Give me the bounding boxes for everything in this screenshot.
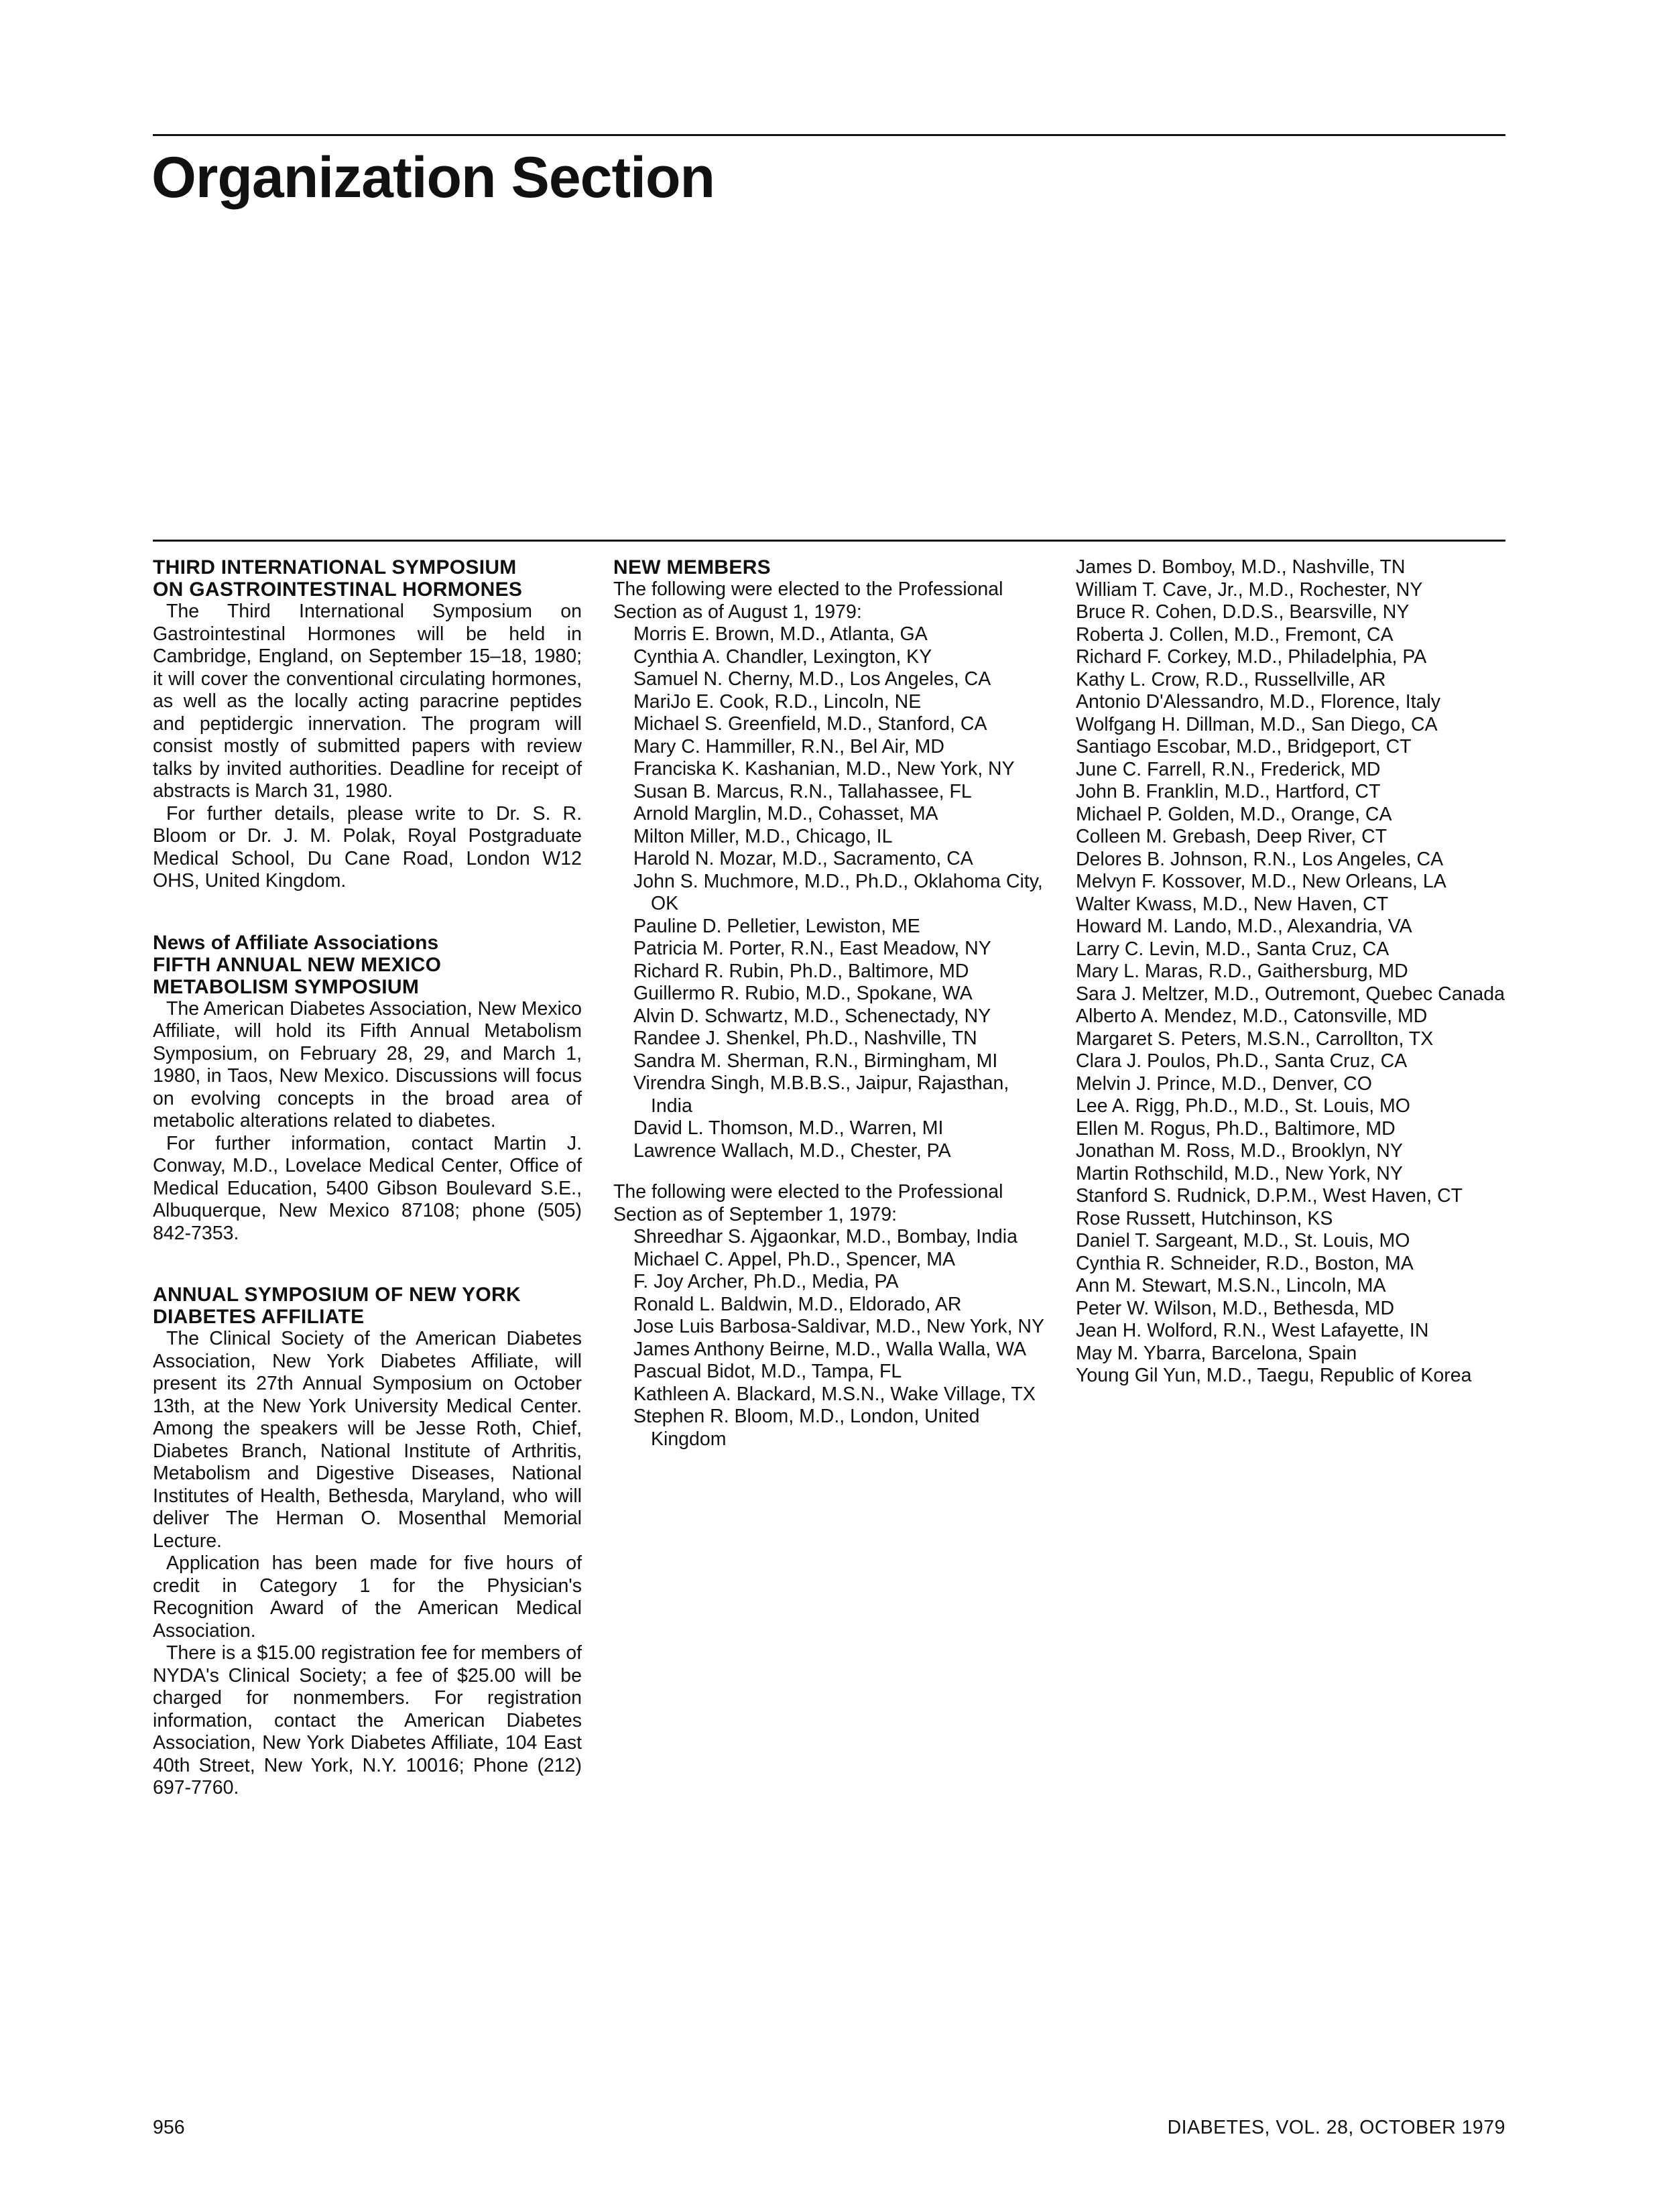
member-entry: Alvin D. Schwartz, M.D., Schenectady, NY [633,1005,991,1027]
member-entry: John S. Muchmore, M.D., Ph.D., Oklahoma City, OK [633,870,1043,914]
member-entry: John B. Franklin, M.D., Hartford, CT [1076,781,1381,802]
paragraph: Application has been made for five hours of credit in Category 1 for the Physician's Recognition Award of the American Medical Association. [153,1552,582,1642]
member-entry: Peter W. Wilson, M.D., Bethesda, MD [1076,1297,1395,1319]
member-entry: Jean H. Wolford, R.N., West Lafayette, IN [1076,1320,1429,1341]
member-entry: Morris E. Brown, M.D., Atlanta, GA [633,623,928,645]
member-entry: Jonathan M. Ross, M.D., Brooklyn, NY [1076,1140,1403,1162]
member-entry: June C. Farrell, R.N., Frederick, MD [1076,758,1381,780]
member-entry: Melvyn F. Kossover, M.D., New Orleans, LA [1076,871,1446,892]
paragraph: For further details, please write to Dr. S. R. Bloom or Dr. J. M. Polak, Royal Postgraduate Medical School, Du Cane Road, London W12 OHS, United Kingdom. [153,802,582,892]
member-entry: Margaret S. Peters, M.S.N., Carrollton, TX [1076,1028,1434,1050]
member-entry: Susan B. Marcus, R.N., Tallahassee, FL [633,780,972,802]
member-entry: Richard R. Rubin, Ph.D., Baltimore, MD [633,960,969,982]
member-entry: Delores B. Johnson, R.N., Los Angeles, CA [1076,848,1444,870]
column-left [153,556,582,1839]
member-entry: Patricia M. Porter, R.N., East Meadow, NY [633,938,991,959]
member-entry: James D. Bomboy, M.D., Nashville, TN [1076,556,1406,578]
paragraph: The Clinical Society of the American Diabetes Association, New York Diabetes Affiliate, will present its 27th Annual Symposium on October 13th, at the New York University Medical Center. Among the speakers will be Jesse Roth, Chief, Diabetes Branch, National Institute of Arthritis, Metabolism and Digestive Diseases, National Institutes of Health, Bethesda, Maryland, who will deliver The Herman O. Mosenthal Memorial Lecture. [153,1328,582,1552]
member-entry: Ann M. Stewart, M.S.N., Lincoln, MA [1076,1275,1386,1296]
september-members-list [613,1226,1049,1451]
member-entry: Ronald L. Baldwin, M.D., Eldorado, AR [633,1293,962,1315]
member-entry: Stephen R. Bloom, M.D., London, United Kingdom [633,1406,980,1450]
member-entry: Wolfgang H. Dillman, M.D., San Diego, CA [1076,713,1438,735]
gi-symposium-title: THIRD INTERNATIONAL SYMPOSIUM ON GASTROINTESTINAL HORMONES [153,556,523,601]
member-entry: Jose Luis Barbosa-Saldivar, M.D., New York, NY [633,1316,1045,1337]
paragraph: For further information, contact Martin J. Conway, M.D., Lovelace Medical Center, Office of Medical Education, 5400 Gibson Boulevard S.E., Albuquerque, New Mexico 87108; phone (505) 842-7353. [153,1132,582,1244]
top-rule [153,134,1505,136]
new-york-title: ANNUAL SYMPOSIUM OF NEW YORK DIABETES AFFILIATE [153,1284,521,1328]
member-entry: Randee J. Shenkel, Ph.D., Nashville, TN [633,1028,977,1049]
member-entry: Franciska K. Kashanian, M.D., New York, NY [633,758,1015,780]
member-entry: Sara J. Meltzer, M.D., Outremont, Quebec Canada [1076,983,1505,1005]
member-entry: Kathleen A. Blackard, M.S.N., Wake Village, TX [633,1383,1036,1405]
gi-symposium-article [153,556,582,893]
member-entry: Lee A. Rigg, Ph.D., M.D., St. Louis, MO [1076,1095,1410,1117]
member-entry: Mary L. Maras, R.D., Gaithersburg, MD [1076,961,1408,982]
august-members-list [613,623,1049,1162]
member-entry: Ellen M. Rogus, Ph.D., Baltimore, MD [1076,1117,1396,1140]
member-entry: Virendra Singh, M.B.B.S., Jaipur, Rajasthan, India [633,1072,1009,1117]
member-entry: Sandra M. Sherman, R.N., Birmingham, MI [633,1050,998,1072]
member-entry: Alberto A. Mendez, M.D., Catonsville, MD [1076,1005,1428,1027]
member-entry: May M. Ybarra, Barcelona, Spain [1076,1342,1357,1364]
member-entry: Shreedhar S. Ajgaonkar, M.D., Bombay, India [633,1226,1017,1247]
member-entry: Cynthia R. Schneider, R.D., Boston, MA [1076,1252,1414,1274]
paragraph: The Third International Symposium on Gastrointestinal Hormones will be held in Cambridge, England, on September 15–18, 1980; it will cover the conventional circulating hormones, as well as the locally acting paracrine peptides and peptidergic innervation. The program will consist mostly of submitted papers with review talks by invited authorities. Deadline for receipt of abstracts is March 31, 1980. [153,601,582,802]
september-intro: The following were elected to the Professional Section as of September 1, 1979: [613,1181,1003,1225]
member-entry: Stanford S. Rudnick, D.P.M., West Haven, CT [1076,1185,1463,1207]
new-mexico-title: FIFTH ANNUAL NEW MEXICO METABOLISM SYMPOSIUM [153,953,442,998]
new-mexico-article [153,932,582,1245]
member-entry: Walter Kwass, M.D., New Haven, CT [1076,893,1389,915]
member-entry: F. Joy Archer, Ph.D., Media, PA [633,1271,899,1292]
member-entry: Martin Rothschild, M.D., New York, NY [1076,1162,1403,1184]
member-entry: Michael P. Golden, M.D., Orange, CA [1076,803,1392,825]
new-york-article [153,1284,582,1800]
column-right [1076,556,1508,1388]
member-entry: Arnold Marglin, M.D., Cohasset, MA [633,803,938,824]
member-entry: Michael C. Appel, Ph.D., Spencer, MA [633,1248,955,1270]
new-members-title: NEW MEMBERS [613,556,771,578]
member-entry: James Anthony Beirne, M.D., Walla Walla, WA [633,1338,1027,1360]
member-entry: Santiago Escobar, M.D., Bridgeport, CT [1076,736,1412,757]
august-intro: The following were elected to the Professional Section as of August 1, 1979: [613,578,1003,623]
journal-citation: DIABETES, VOL. 28, OCTOBER 1979 [1167,2117,1505,2138]
member-entry: Daniel T. Sargeant, M.D., St. Louis, MO [1076,1230,1410,1251]
member-entry: Samuel N. Cherny, M.D., Los Angeles, CA [633,668,991,690]
september-members-list-continued [1076,556,1508,1388]
page-number: 956 [153,2117,185,2138]
column-middle [613,556,1049,1451]
member-entry: Lawrence Wallach, M.D., Chester, PA [633,1140,951,1162]
member-entry: Young Gil Yun, M.D., Taegu, Republic of Korea [1076,1365,1472,1386]
page-title: Organization Section [151,145,715,210]
member-entry: MariJo E. Cook, R.D., Lincoln, NE [633,690,922,713]
member-entry: Pascual Bidot, M.D., Tampa, FL [633,1361,902,1382]
section-rule [153,540,1505,542]
member-entry: Bruce R. Cohen, D.D.S., Bearsville, NY [1076,601,1410,623]
member-entry: Pauline D. Pelletier, Lewiston, ME [633,915,920,937]
member-entry: Rose Russett, Hutchinson, KS [1076,1207,1333,1229]
member-entry: Antonio D'Alessandro, M.D., Florence, Italy [1076,691,1441,713]
member-entry: Mary C. Hammiller, R.N., Bel Air, MD [633,735,944,757]
member-entry: Cynthia A. Chandler, Lexington, KY [633,646,932,668]
paragraph: The American Diabetes Association, New Mexico Affiliate, will hold its Fifth Annual Metabolism Symposium, on February 28, 29, and March 1, 1980, in Taos, New Mexico. Discussions will focus on evolving concepts in the broad area of metabolic alterations related to diabetes. [153,997,582,1131]
member-entry: Michael S. Greenfield, M.D., Stanford, CA [633,713,987,735]
member-entry: Milton Miller, M.D., Chicago, IL [633,825,893,847]
member-entry: Larry C. Levin, M.D., Santa Cruz, CA [1076,938,1389,960]
member-entry: Roberta J. Collen, M.D., Fremont, CA [1076,623,1394,646]
member-entry: Clara J. Poulos, Ph.D., Santa Cruz, CA [1076,1050,1408,1072]
member-entry: Guillermo R. Rubio, M.D., Spokane, WA [633,983,973,1004]
member-entry: David L. Thomson, M.D., Warren, MI [633,1117,944,1139]
paragraph: There is a $15.00 registration fee for members of NYDA's Clinical Society; a fee of $25.00 will be charged for nonmembers. For registration information, contact the American Diabetes Association, New York Diabetes Affiliate, 104 East 40th Street, New York, N.Y. 10016; Phone (212) 697-7760. [153,1642,582,1798]
member-entry: Howard M. Lando, M.D., Alexandria, VA [1076,916,1412,937]
member-entry: William T. Cave, Jr., M.D., Rochester, NY [1076,578,1423,601]
member-entry: Harold N. Mozar, M.D., Sacramento, CA [633,848,973,869]
member-entry: Kathy L. Crow, R.D., Russellville, AR [1076,668,1386,690]
affiliate-news-kicker: News of Affiliate Associations [153,931,439,954]
member-entry: Richard F. Corkey, M.D., Philadelphia, PA [1076,646,1427,668]
member-entry: Colleen M. Grebash, Deep River, CT [1076,826,1387,847]
member-entry: Melvin J. Prince, M.D., Denver, CO [1076,1072,1372,1095]
